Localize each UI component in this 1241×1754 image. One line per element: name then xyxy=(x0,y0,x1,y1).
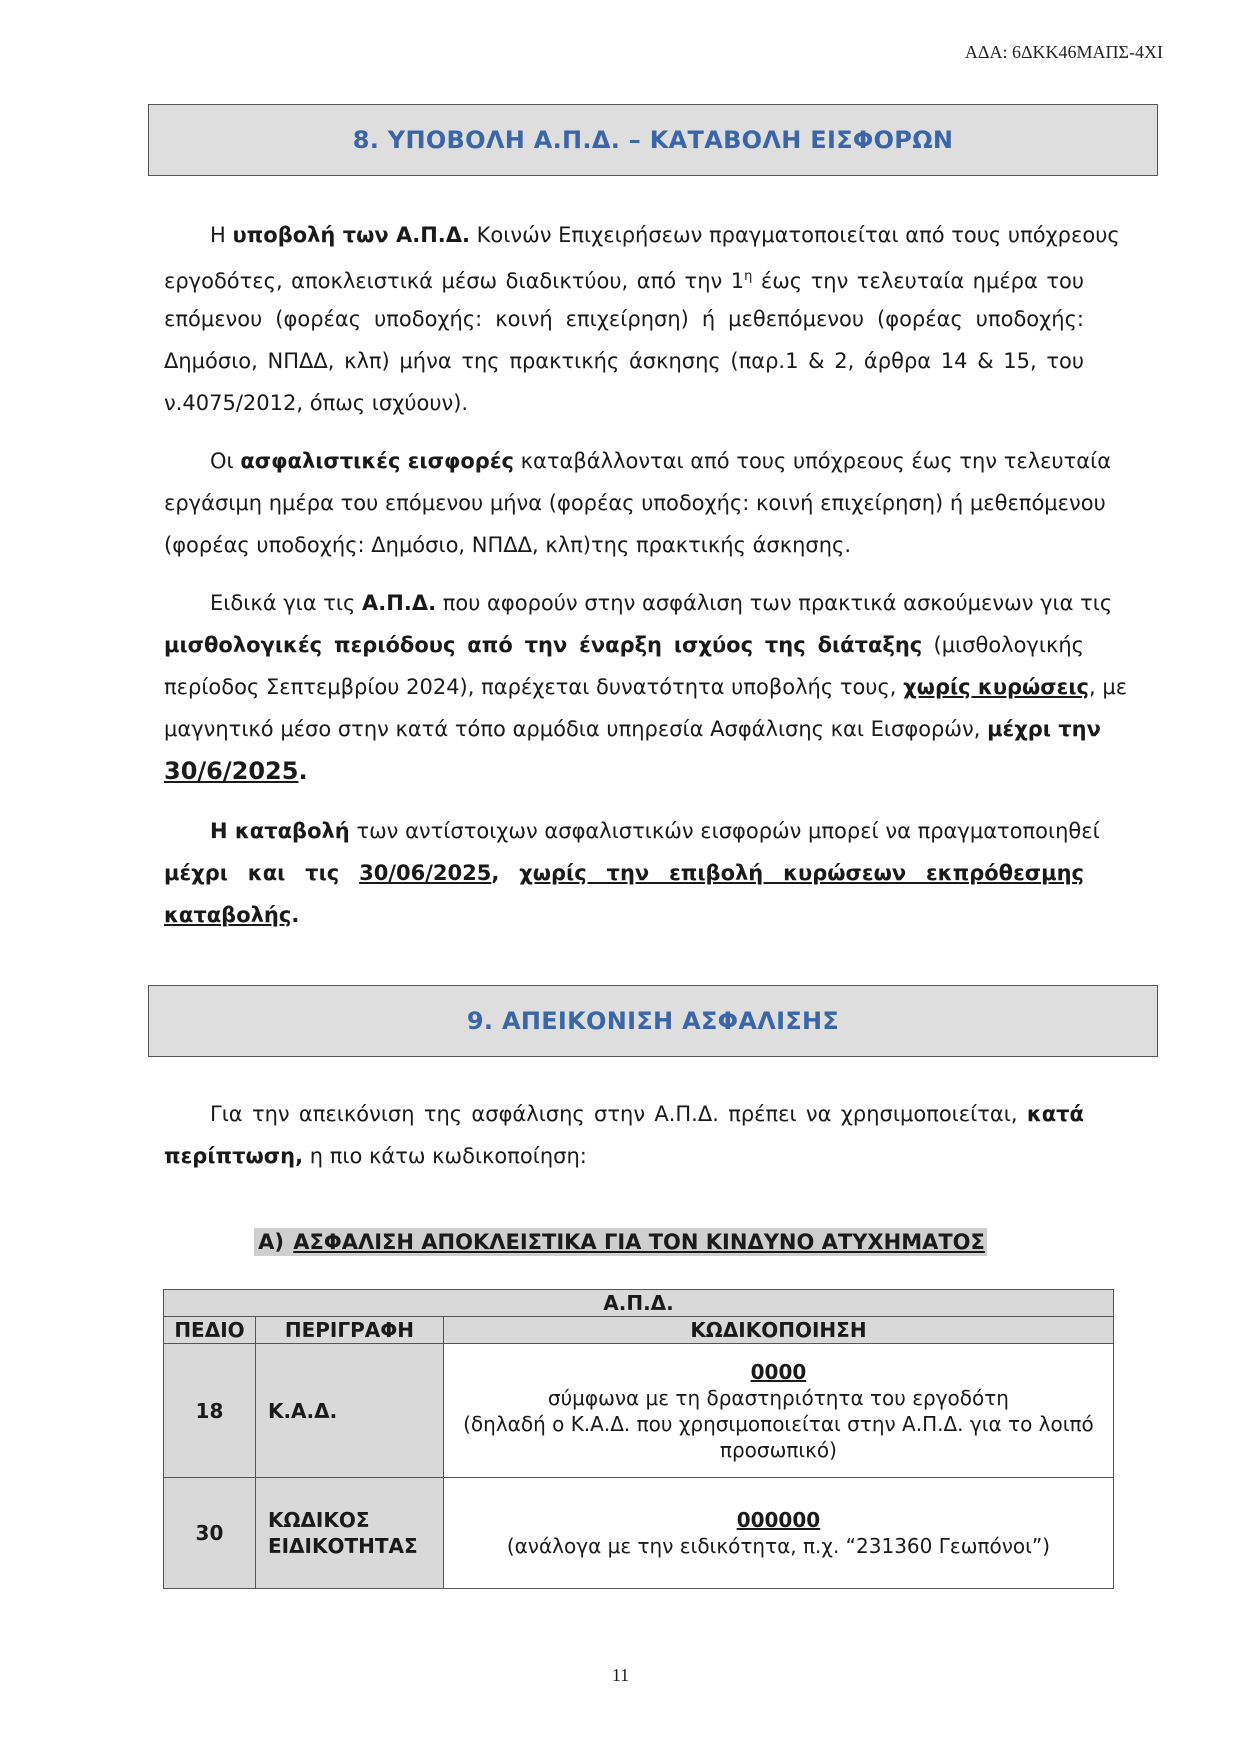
text: Για την απεικόνιση της ασφάλισης στην Α.Π.Δ. πρέπει να χρησιμοποιείται, xyxy=(210,1102,1027,1126)
table-caption: Α.Π.Δ. xyxy=(164,1290,1114,1317)
column-header: ΠΕΔΙΟ xyxy=(164,1317,256,1344)
text: εργάσιμη ημέρα του επόμενου μήνα (φορέας υποδοχής: κοινή επιχείρηση) ή μεθεπόμενου xyxy=(164,491,1106,515)
text: Δημόσιο, ΝΠΔΔ, κλπ) μήνα της πρακτικής άσκησης (παρ.1 & 2, άρθρα 14 & 15, του xyxy=(164,349,1084,373)
code-value: 0000 xyxy=(750,1359,807,1384)
text: που αφορούν στην ασφάλιση των πρακτικά ασκούμενων για τις xyxy=(436,591,1113,615)
bold-text: υποβολή των Α.Π.Δ. xyxy=(232,223,470,247)
table-row xyxy=(164,1478,1114,1589)
text: (φορέας υποδοχής: Δημόσιο, ΝΠΔΔ, κλπ)της πρακτικής άσκησης. xyxy=(164,533,852,557)
coding-table xyxy=(163,1289,1114,1589)
paragraph-contributions xyxy=(164,440,1112,566)
text: ΑΣΦΑΛΙΣΗ ΑΠΟΚΛΕΙΣΤΙΚΑ ΓΙΑ ΤΟΝ ΚΙΝΔΥΝΟ ΑΤΥΧΗΜΑΤΟΣ xyxy=(293,1230,985,1254)
text: Ειδικά για τις xyxy=(210,591,363,615)
text: επόμενου (φορέας υποδοχής: κοινή επιχείρηση) ή μεθεπόμενου (φορέας υποδοχής: xyxy=(164,307,1084,331)
text: ΚΩΔΙΚΟΣ xyxy=(267,1508,370,1532)
coding-cell xyxy=(443,1344,1113,1478)
text: (δηλαδή ο Κ.Α.Δ. που χρησιμοποιείται στην Α.Π.Δ. για το λοιπό xyxy=(463,1411,1094,1436)
text: περίοδος Σεπτεμβρίου 2024), παρέχεται δυνατότητα υποβολής τους, xyxy=(164,675,904,699)
text: Η xyxy=(210,223,233,247)
section-8-heading xyxy=(148,104,1158,176)
text: (ανάλογα με την ειδικότητα, π.χ. “231360 Γεωπόνοι”) xyxy=(506,1534,1051,1558)
ada-code: ΑΔΑ: 6ΔΚΚ46ΜΑΠΣ-4ΧΙ xyxy=(964,42,1163,62)
text: έως την τελευταία ημέρα του xyxy=(752,269,1084,293)
text: ν.4075/2012, όπως ισχύουν). xyxy=(164,391,469,415)
section-8-title: 8. ΥΠΟΒΟΛΗ Α.Π.Δ. – ΚΑΤΑΒΟΛΗ ΕΙΣΦΟΡΩΝ xyxy=(352,126,954,154)
paragraph-payment xyxy=(164,810,1100,936)
bold-text: περίπτωση, xyxy=(164,1144,304,1168)
page-number: 11 xyxy=(611,1665,630,1685)
text: Α) xyxy=(258,1230,292,1254)
bold-text: κατά xyxy=(1026,1102,1084,1126)
coding-cell xyxy=(443,1478,1113,1589)
column-header: ΠΕΡΙΓΡΑΦΗ xyxy=(255,1317,443,1344)
text: , xyxy=(491,861,520,885)
bold-text: Α.Π.Δ. xyxy=(362,591,437,615)
bold-text: μέχρι και τις xyxy=(164,861,360,885)
description-cell: Κ.Α.Δ. xyxy=(255,1344,443,1478)
deadline-date: 30/06/2025 xyxy=(359,861,492,885)
column-header: ΚΩΔΙΚΟΠΟΙΗΣΗ xyxy=(443,1317,1113,1344)
text: των αντίστοιχων ασφαλιστικών εισφορών μπορεί να πραγματοποιηθεί xyxy=(349,819,1100,843)
text: η πιο κάτω κωδικοποίηση: xyxy=(303,1144,587,1168)
table-row xyxy=(164,1344,1114,1478)
text: προσωπικό) xyxy=(719,1437,837,1462)
subheading-accident-insurance xyxy=(0,1230,1241,1254)
text: εργοδότες, αποκλειστικά μέσω διαδικτύου, από την 1 xyxy=(164,269,745,293)
text: . xyxy=(291,903,300,927)
paragraph-submission xyxy=(164,214,1120,424)
description-cell xyxy=(255,1478,443,1589)
text: . xyxy=(298,757,308,785)
text: (μισθολογικής xyxy=(922,633,1084,657)
bold-text: Η καταβολή xyxy=(210,819,350,843)
section-9-heading xyxy=(148,985,1158,1057)
underlined-bold-text: χωρίς κυρώσεις xyxy=(903,675,1089,699)
deadline-date: 30/6/2025 xyxy=(164,757,299,785)
bold-text: μισθολογικές περιόδους από την έναρξη ισχύος της διάταξης xyxy=(164,633,923,657)
superscript: η xyxy=(744,269,753,284)
text: καταβάλλονται από τους υπόχρεους έως την τελευταία xyxy=(513,449,1112,473)
field-cell: 18 xyxy=(164,1344,256,1478)
underlined-bold-text: χωρίς την επιβολή κυρώσεων εκπρόθεσμης xyxy=(519,861,1084,885)
text: σύμφωνα με τη δραστηριότητα του εργοδότη xyxy=(547,1385,1009,1410)
code-value: 000000 xyxy=(736,1508,821,1532)
text: μαγνητικό μέσο στην κατά τόπο αρμόδια υπηρεσία Ασφάλισης και Εισφορών, xyxy=(164,717,988,741)
text: ΕΙΔΙΚΟΤΗΤΑΣ xyxy=(267,1534,418,1558)
bold-text: ασφαλιστικές εισφορές xyxy=(240,449,514,473)
section-9-title: 9. ΑΠΕΙΚΟΝΙΣΗ ΑΣΦΑΛΙΣΗΣ xyxy=(466,1007,840,1035)
field-cell: 30 xyxy=(164,1478,256,1589)
text: Κοινών Επιχειρήσεων πραγματοποιείται από τους υπόχρεους xyxy=(469,223,1120,247)
bold-text: μέχρι την xyxy=(987,717,1101,741)
text: , με xyxy=(1088,675,1128,699)
text: Οι xyxy=(210,449,241,473)
paragraph-depiction xyxy=(164,1093,1084,1177)
paragraph-special-provision xyxy=(164,582,1128,792)
underlined-bold-text: καταβολής xyxy=(164,903,292,927)
